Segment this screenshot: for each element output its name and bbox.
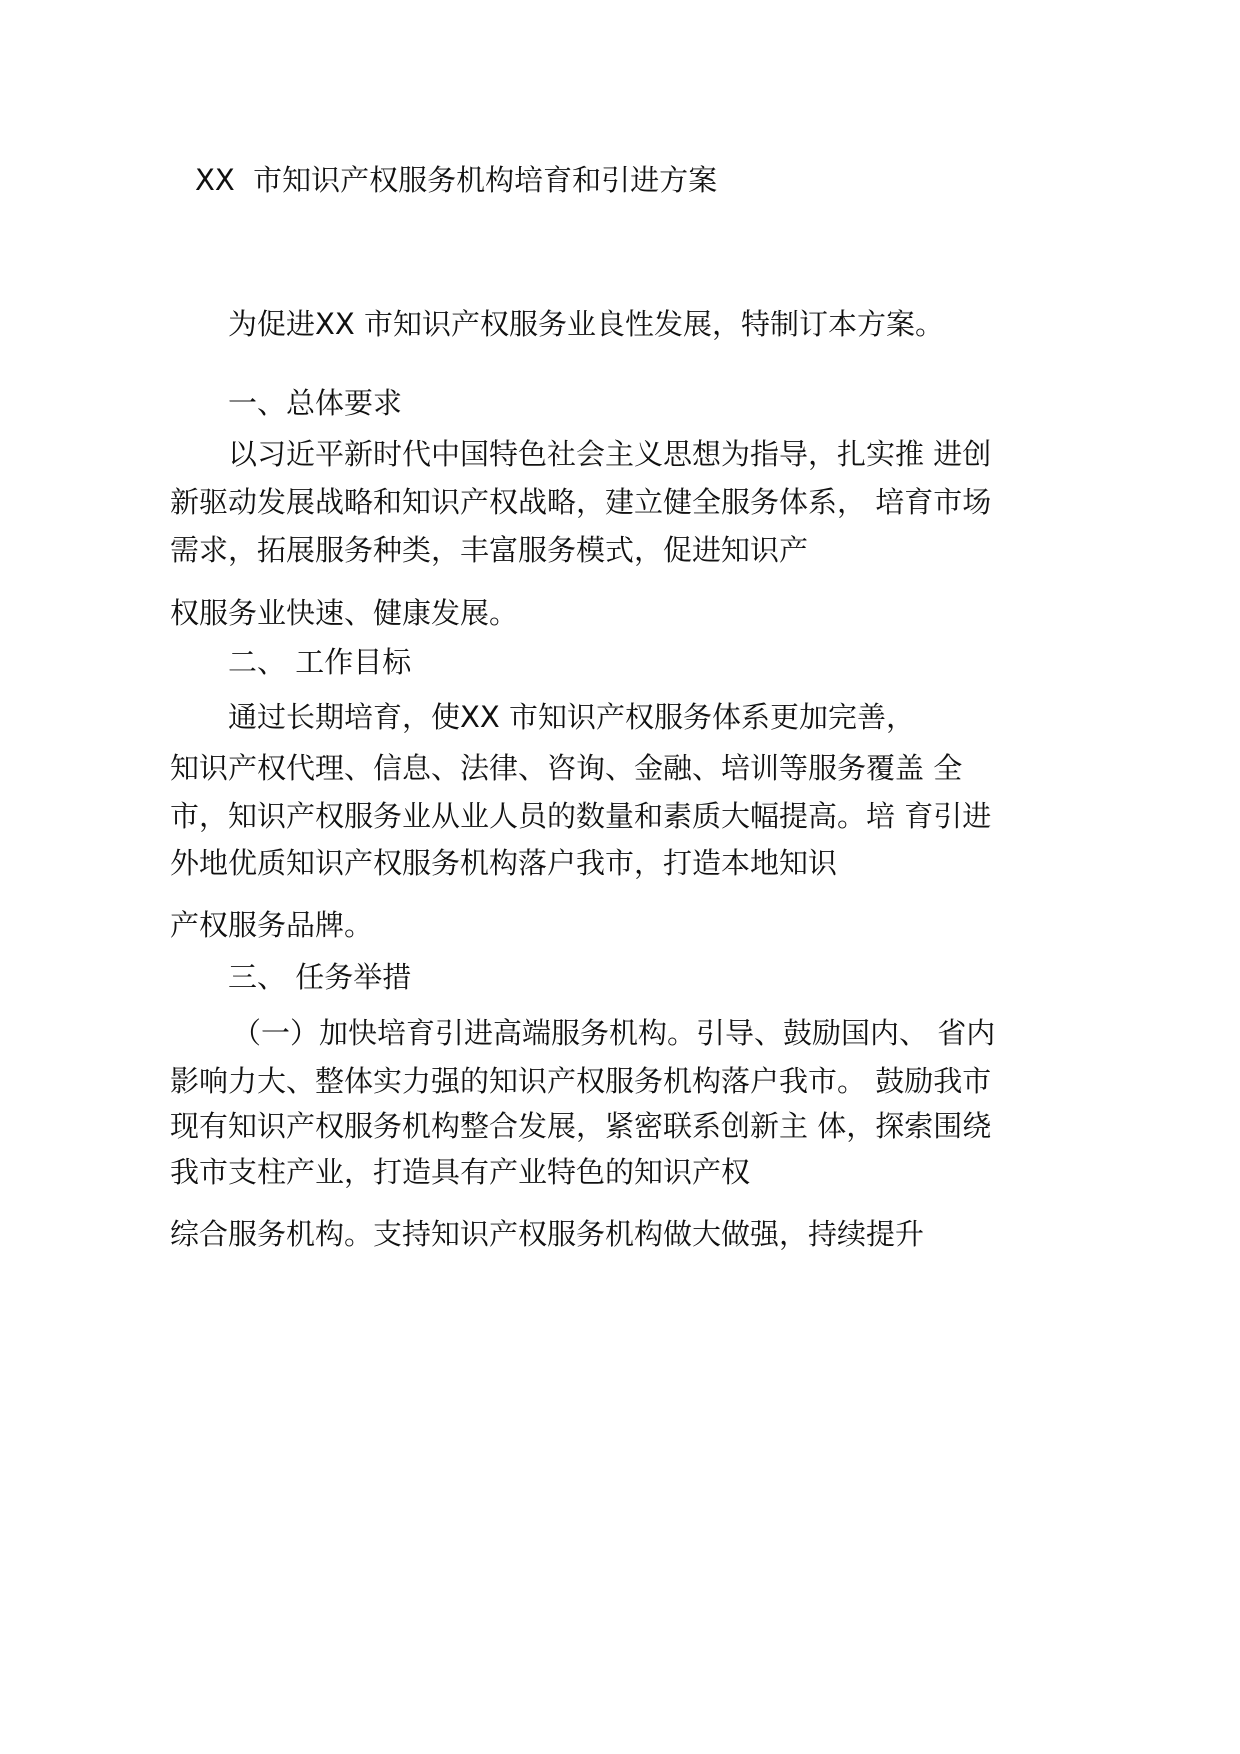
section-3-line: 影响力大、整体实力强的知识产权服务机构落户我市。 鼓励我市: [170, 1064, 992, 1098]
section-1-line: 权服务业快速、健康发展。: [170, 596, 519, 630]
section-2-line: 产权服务品牌。: [170, 908, 374, 942]
section-3-heading: 三、 任务举措: [228, 960, 412, 994]
section-1-line: 以习近平新时代中国特色社会主义思想为指导，扎实推 进创: [228, 437, 992, 471]
intro-paragraph: 为促进XX 市知识产权服务业良性发展，特制订本方案。: [228, 307, 944, 341]
section-1-line: 需求，拓展服务种类，丰富服务模式，促进知识产: [170, 533, 809, 567]
section-2-line: 知识产权代理、信息、法律、咨询、金融、培训等服务覆盖 全: [170, 751, 963, 785]
section-3-line: 综合服务机构。支持知识产权服务机构做大做强，持续提升: [170, 1217, 925, 1251]
section-3-line: （一）加快培育引进高端服务机构。引导、鼓励国内、 省内: [232, 1016, 996, 1050]
section-3-line: 我市支柱产业，打造具有产业特色的知识产权: [170, 1155, 751, 1189]
section-2-line: 通过长期培育，使XX 市知识产权服务体系更加完善，: [228, 700, 915, 734]
section-3-line: 现有知识产权服务机构整合发展，紧密联系创新主 体，探索围绕: [170, 1109, 992, 1143]
section-1-line: 新驱动发展战略和知识产权战略，建立健全服务体系， 培育市场: [170, 485, 992, 519]
section-2-line: 外地优质知识产权服务机构落户我市，打造本地知识: [170, 846, 838, 880]
section-2-heading: 二、 工作目标: [228, 645, 412, 679]
section-2-line: 市，知识产权服务业从业人员的数量和素质大幅提高。培 育引进: [170, 799, 992, 833]
document-title: XX 市知识产权服务机构培育和引进方案: [195, 163, 718, 197]
section-1-heading: 一、总体要求: [228, 386, 403, 420]
